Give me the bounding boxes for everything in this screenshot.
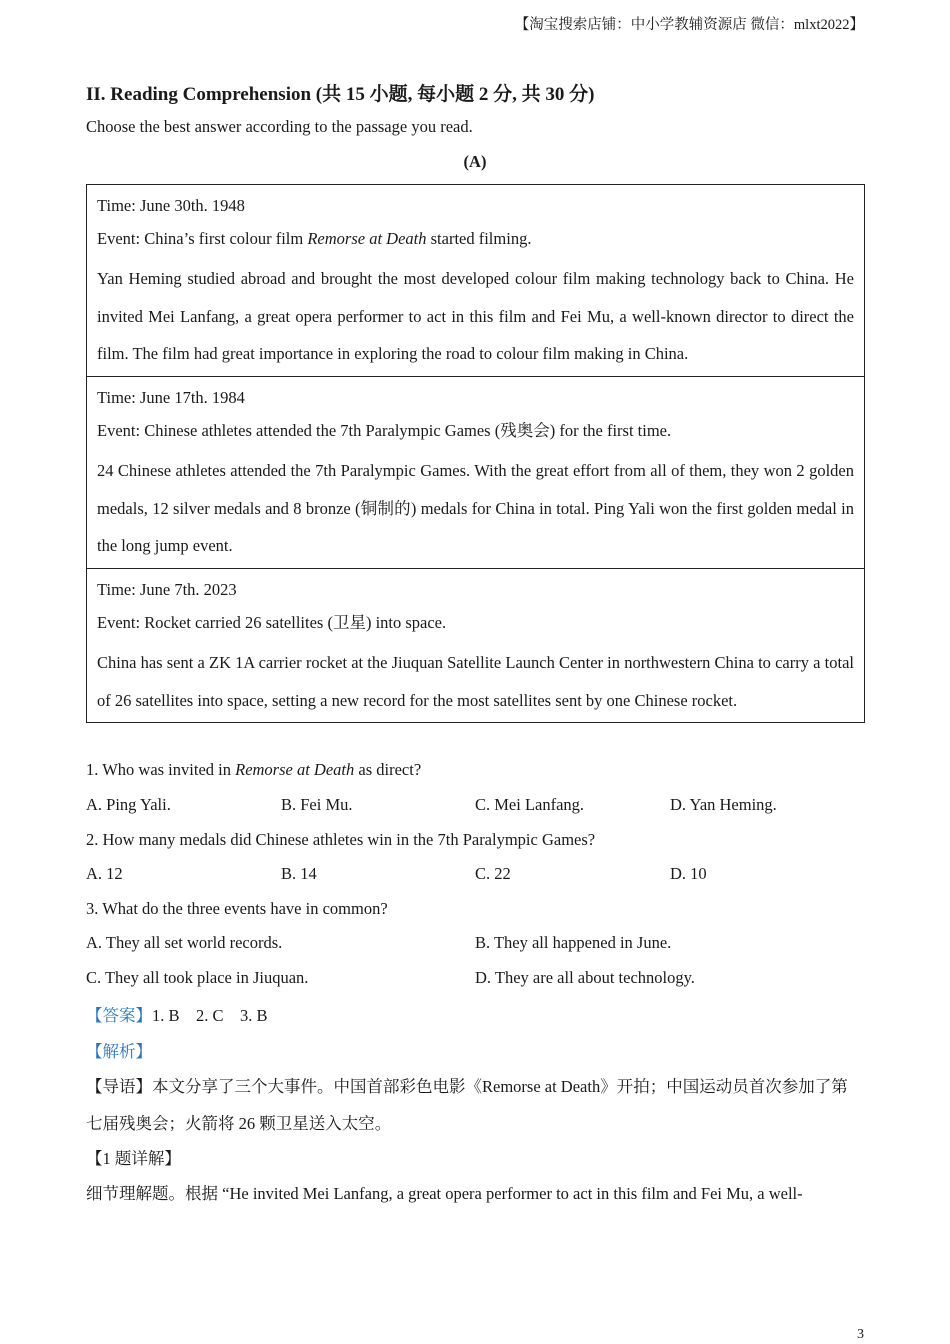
event-cell-1 xyxy=(87,185,864,376)
q2-option-b: B. 14 xyxy=(281,864,317,883)
q1-option-c: C. Mei Lanfang. xyxy=(475,795,585,814)
event-body: 24 Chinese athletes attended the 7th Paralympic Games. With the great effort from all of them, they won 2 golden medals, 12 silver medals and 8 bronze (铜制的) medals for China in total. Ping Yali won the first golden medal in the long jump event. xyxy=(97,461,854,555)
section-title: II. Reading Comprehension (共 15 小题, 每小题 2 分, 共 30 分) xyxy=(86,84,595,105)
instruction-text: Choose the best answer according to the passage you read. xyxy=(86,117,473,136)
guide-line-2: 七届残奥会；火箭将 26 颗卫星送入太空。 xyxy=(86,1114,392,1133)
guide-line-1: 【导语】本文分享了三个大事件。中国首部彩色电影《Remorse at Death》开拍；中国运动员首次参加了第 xyxy=(86,1077,848,1096)
q1-option-b: B. Fei Mu. xyxy=(281,795,353,814)
event-title xyxy=(97,227,854,251)
header-note: 【淘宝搜索店铺：中小学教辅资源店 微信：mlxt2022】 xyxy=(514,17,864,33)
question-stem: 1. Who was invited in xyxy=(86,760,236,779)
page-number: 3 xyxy=(857,1327,864,1342)
analysis-label: 【解析】 xyxy=(86,1042,152,1061)
event-cell-3 xyxy=(87,568,864,722)
events-table xyxy=(86,184,865,723)
q2-option-d: D. 10 xyxy=(670,864,707,883)
q1-option-d: D. Yan Heming. xyxy=(670,795,777,814)
passage-label: (A) xyxy=(463,152,487,171)
answer-line xyxy=(86,1002,268,1026)
q3-option-c: C. They all took place in Jiuquan. xyxy=(86,968,309,987)
event-title: Event: Rocket carried 26 satellites (卫星) into space. xyxy=(97,613,447,632)
event-time: Time: June 30th. 1948 xyxy=(97,196,245,215)
q3-option-a: A. They all set world records. xyxy=(86,933,283,952)
event-time: Time: June 7th. 2023 xyxy=(97,580,237,599)
detail-text: 细节理解题。根据 “He invited Mei Lanfang, a great opera performer to act in this film and Fei Mu, a well- xyxy=(86,1184,803,1203)
film-title: Remorse at Death xyxy=(235,760,355,779)
event-body: China has sent a ZK 1A carrier rocket at the Jiuquan Satellite Launch Center in northwestern China to carry a total of 26 satellites into space, setting a new record for the most satellites sent by one Chinese rocket. xyxy=(97,653,854,710)
q1-option-a: A. Ping Yali. xyxy=(86,795,171,814)
event-time: Time: June 17th. 1984 xyxy=(97,388,245,407)
q2-option-c: C. 22 xyxy=(475,864,511,883)
answer-text: 1. B 2. C 3. B xyxy=(152,1006,268,1025)
detail-label: 【1 题详解】 xyxy=(86,1149,181,1168)
question-stem: as direct? xyxy=(354,760,422,779)
event-title-text: started filming. xyxy=(426,229,532,248)
question-2: 2. How many medals did Chinese athletes win in the 7th Paralympic Games? xyxy=(86,830,596,849)
event-cell-2 xyxy=(87,376,864,568)
event-body: Yan Heming studied abroad and brought the most developed colour film making technology back to China. He invited Mei Lanfang, a great opera performer to act in this film and Fei Mu, a well-known director to direct the film. The film had great importance in exploring the road to colour film making in China. xyxy=(97,269,854,363)
question-3: 3. What do the three events have in common? xyxy=(86,899,388,918)
film-title: Remorse at Death xyxy=(307,229,427,248)
event-title-text: Event: China’s first colour film xyxy=(97,229,308,248)
q3-option-b: B. They all happened in June. xyxy=(475,933,672,952)
event-title: Event: Chinese athletes attended the 7th Paralympic Games (残奥会) for the first time. xyxy=(97,421,672,440)
q3-option-d: D. They are all about technology. xyxy=(475,968,695,987)
q2-option-a: A. 12 xyxy=(86,864,123,883)
answer-label: 【答案】 xyxy=(86,1006,152,1025)
question-1 xyxy=(86,760,421,780)
